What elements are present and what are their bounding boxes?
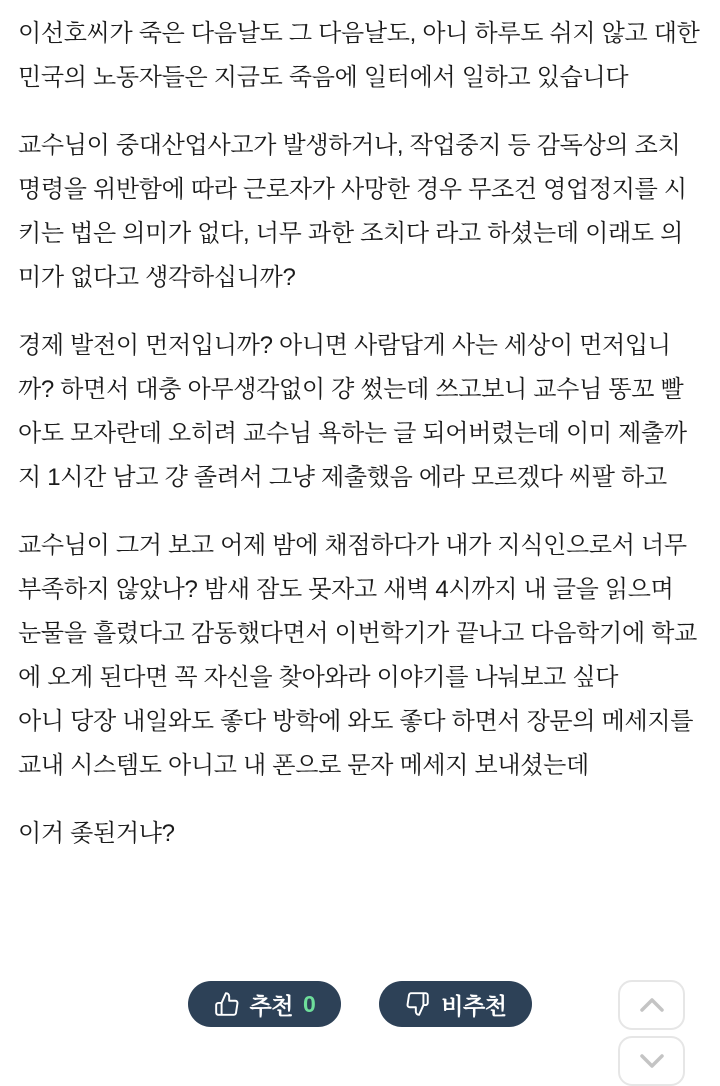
post-paragraph: 이선호씨가 죽은 다음날도 그 다음날도, 아니 하루도 쉬지 않고 대한민국의 노동자들은 지금도 죽음에 일터에서 일하고 있습니다 [18,20,700,91]
vote-buttons-row [0,981,720,1027]
thumbs-down-icon [405,991,431,1017]
recommend-count: 0 [302,990,316,1017]
not-recommend-button[interactable] [379,981,532,1027]
post-paragraph: 교수님이 그거 보고 어제 밤에 채점하다가 내가 지식인으로서 너무 부족하지 않았나? 밤새 잠도 못자고 새벽 4시까지 내 글을 읽으며 눈물을 흘렸다고 감동했다면서 이번학기가 끝나고 다음학기에 학교에 오게 된다면 꼭 자신을 찾아와라 이야기를 나눠보고 싶다 [18,532,697,691]
post-paragraph: 교수님이 중대산업사고가 발생하거나, 작업중지 등 감독상의 조치 명령을 위반함에 따라 근로자가 사망한 경우 무조건 영업정지를 시키는 법은 의미가 없다, 너무 과한 조치다 라고 하셨는데 이래도 의미가 없다고 생각하십니까? [18,132,687,291]
chevron-up-icon [635,993,669,1017]
thumbs-up-icon [214,991,240,1017]
recommend-button[interactable] [188,981,342,1027]
post-paragraph: 경제 발전이 먼저입니까? 아니면 사람답게 사는 세상이 먼저입니까? 하면서 대충 아무생각없이 걍 썼는데 쓰고보니 교수님 똥꼬 빨아도 모자란데 오히려 교수님 욕하는 글 되어버렸는데 이미 제출까지 1시간 남고 걍 졸려서 그냥 제출했음 에라 모르겠다 씨팔 하고 [18,332,687,491]
post-paragraph: 이거 좆된거냐? [18,820,175,847]
chevron-down-icon [635,1049,669,1073]
recommend-label: 추천 [249,992,293,1019]
not-recommend-label: 비추천 [441,992,507,1019]
post-paragraph: 아니 당장 내일와도 좋다 방학에 와도 좋다 하면서 장문의 메세지를 교내 시스템도 아니고 내 폰으로 문자 메세지 보내셨는데 [18,708,694,779]
scroll-to-top-button[interactable] [618,980,685,1030]
